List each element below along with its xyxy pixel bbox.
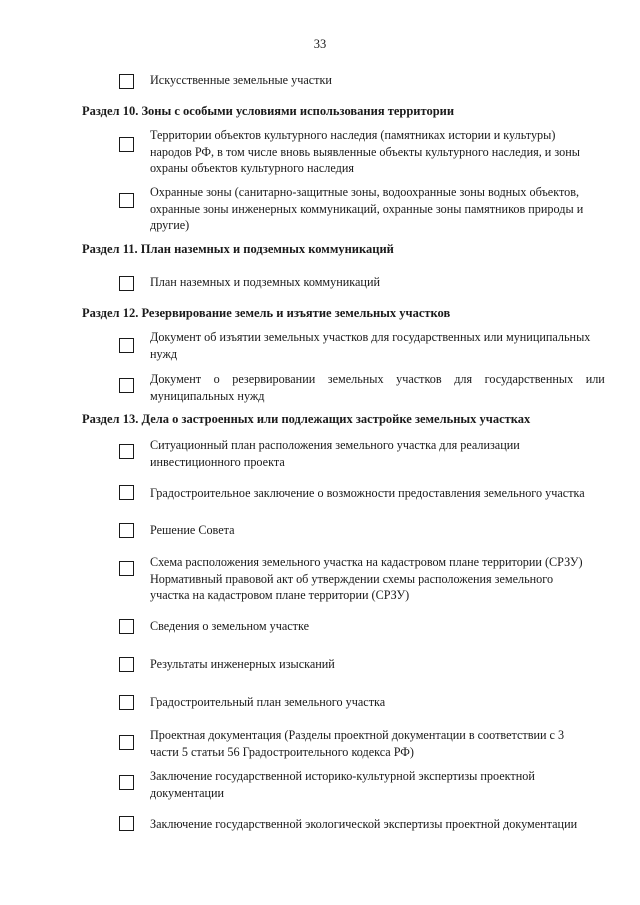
section-11-heading: Раздел 11. План наземных и подземных коммуникаций bbox=[82, 242, 394, 256]
checkbox[interactable] bbox=[119, 561, 134, 576]
checkbox[interactable] bbox=[119, 775, 134, 790]
item-text: План наземных и подземных коммуникаций bbox=[150, 275, 380, 289]
item-text: Документ об изъятии земельных участков для государственных или муниципальных нужд bbox=[150, 330, 591, 361]
section-13-heading: Раздел 13. Дела о застроенных или подлежащих застройке земельных участках bbox=[82, 412, 531, 426]
checkbox[interactable] bbox=[119, 74, 134, 89]
checkbox[interactable] bbox=[119, 378, 134, 393]
section-10-heading: Раздел 10. Зоны с особыми условиями использования территории bbox=[82, 104, 455, 118]
item-text: Территории объектов культурного наследия (памятниках истории и культуры) народов РФ, в том числе вновь выявленные объекты культурного наследия, и зоны охраны объектов культурного наследия bbox=[150, 128, 580, 176]
item-text: Проектная документация (Разделы проектной документации в соответствии с 3 части 5 статьи 56 Градостроительного кодекса РФ) bbox=[150, 728, 565, 759]
item-text: Документ о резервировании земельных участков для государственных или муниципальных нужд bbox=[150, 372, 605, 403]
checkbox[interactable] bbox=[119, 137, 134, 152]
checkbox[interactable] bbox=[119, 657, 134, 672]
item-text: Результаты инженерных изысканий bbox=[150, 657, 335, 671]
checkbox[interactable] bbox=[119, 735, 134, 750]
item-text: Заключение государственной историко-культурной экспертизы проектной документации bbox=[150, 769, 535, 800]
checkbox[interactable] bbox=[119, 816, 134, 831]
checkbox[interactable] bbox=[119, 619, 134, 634]
item-text: Градостроительный план земельного участка bbox=[150, 695, 386, 709]
item-text: Охранные зоны (санитарно-защитные зоны, водоохранные зоны водных объектов, охранные зоны инженерных коммуникаций, охранные зоны памятников природы и другие) bbox=[150, 185, 584, 233]
item-text: Градостроительное заключение о возможности предоставления земельного участка bbox=[150, 486, 585, 500]
item-text: Ситуационный план расположения земельного участка для реализации инвестиционного проекта bbox=[150, 438, 520, 469]
checkbox[interactable] bbox=[119, 485, 134, 500]
checkbox[interactable] bbox=[119, 338, 134, 353]
section-12-heading: Раздел 12. Резервирование земель и изъятие земельных участков bbox=[82, 306, 451, 320]
item-text: Решение Совета bbox=[150, 523, 235, 537]
item-text: Схема расположения земельного участка на кадастровом плане территории (СРЗУ) Нормативный правовой акт об утверждении схемы расположения земельного участка на кадастровом плане территории (СРЗУ) bbox=[150, 555, 583, 603]
item-text: Заключение государственной экологической экспертизы проектной документации bbox=[150, 817, 578, 831]
checkbox[interactable] bbox=[119, 695, 134, 710]
checkbox[interactable] bbox=[119, 523, 134, 538]
item-text: Сведения о земельном участке bbox=[150, 619, 310, 633]
checkbox[interactable] bbox=[119, 444, 134, 459]
item-text: Искусственные земельные участки bbox=[150, 73, 332, 87]
checkbox[interactable] bbox=[119, 193, 134, 208]
checkbox[interactable] bbox=[119, 276, 134, 291]
page-number: 33 bbox=[313, 37, 327, 51]
